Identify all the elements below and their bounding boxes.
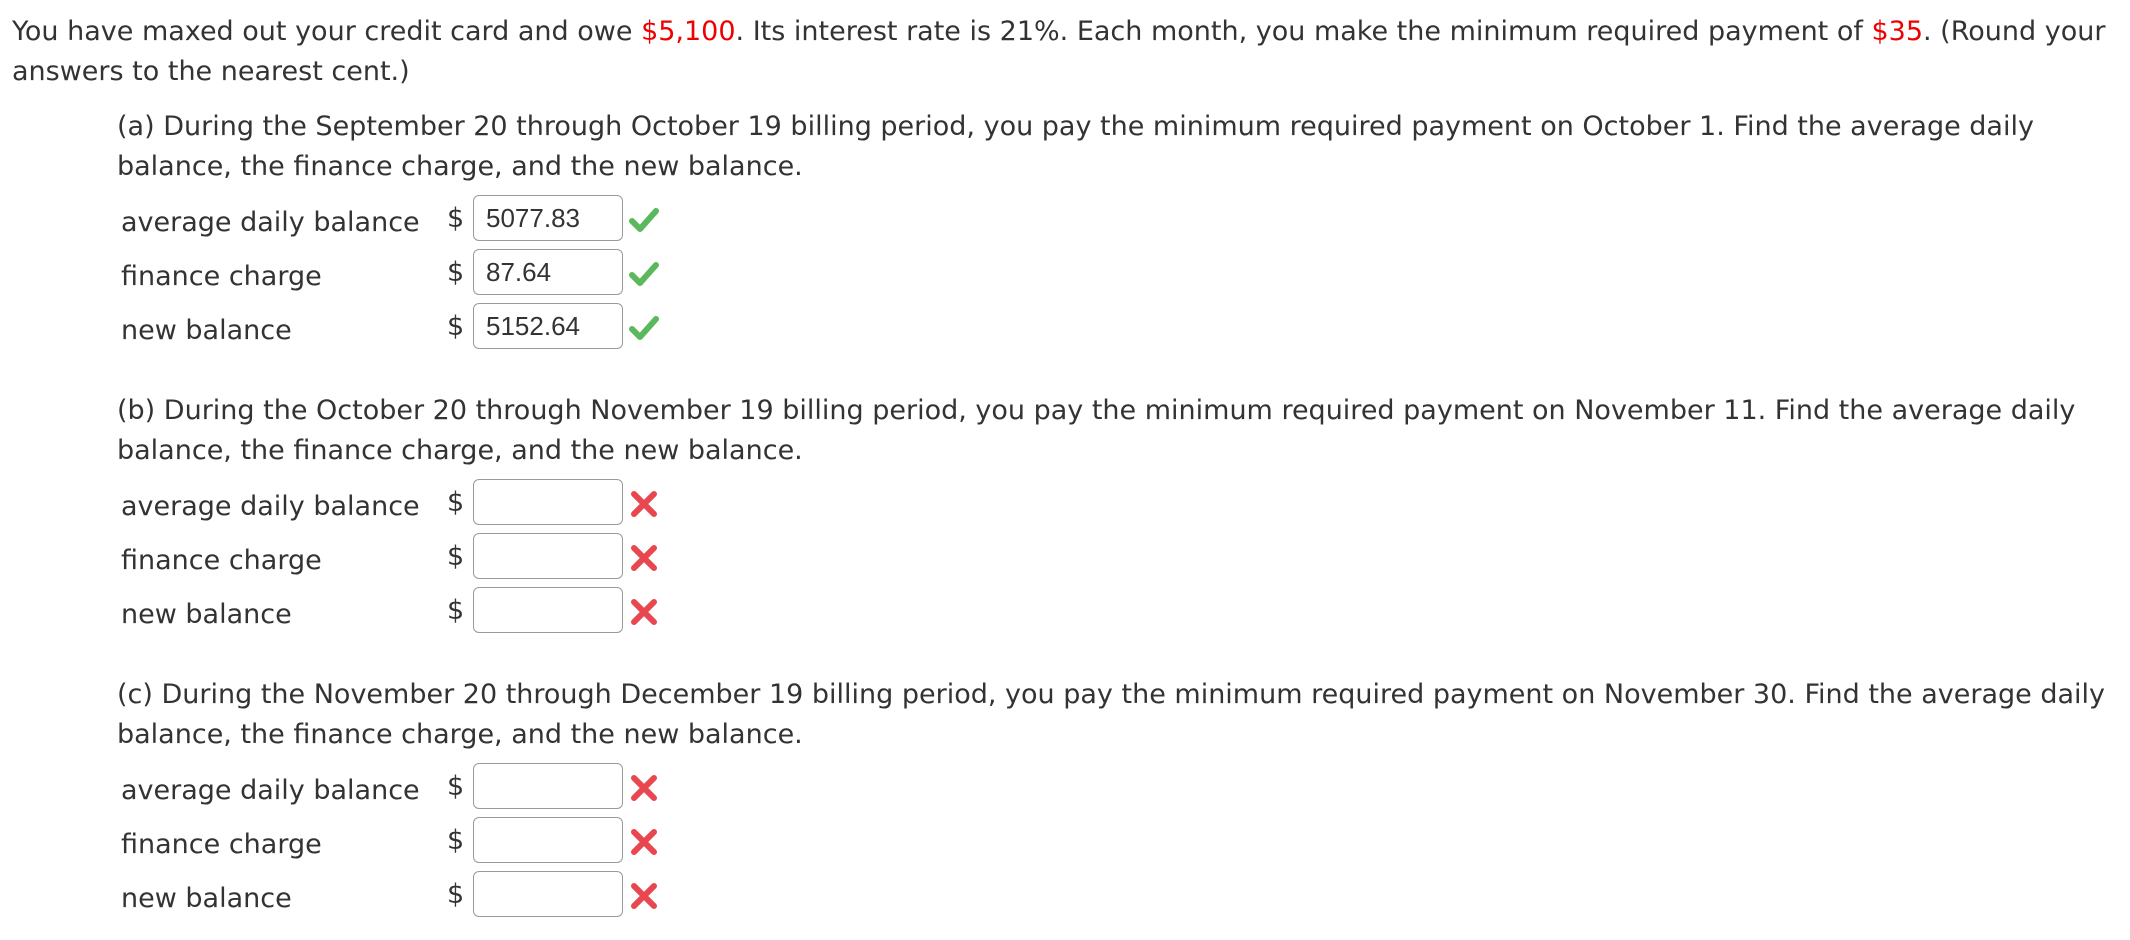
- new-balance-input[interactable]: [473, 303, 623, 349]
- currency-symbol: $: [447, 825, 465, 856]
- part-a: [117, 107, 2117, 357]
- x-mark-icon: [629, 881, 659, 911]
- part-b-question: (b) During the October 20 through November 19 billing period, you pay the minimum required payment on November 11. Find the average daily balance, the finance charge, and the new balance.: [117, 395, 2076, 466]
- currency-symbol: $: [447, 595, 465, 626]
- part-c: [117, 675, 2117, 925]
- average-daily-balance-input[interactable]: [473, 763, 623, 809]
- currency-symbol: $: [447, 311, 465, 342]
- x-mark-icon: [629, 597, 659, 627]
- new-balance-input[interactable]: [473, 871, 623, 917]
- payment-amount: $35: [1871, 16, 1924, 47]
- row-label: average daily balance: [121, 207, 420, 238]
- part-a-row-average-daily-balance: [117, 195, 2117, 249]
- row-label: average daily balance: [121, 775, 420, 806]
- part-b: [117, 391, 2117, 641]
- x-mark-icon: [629, 773, 659, 803]
- problem-statement: [12, 12, 2112, 92]
- row-label: finance charge: [121, 829, 322, 860]
- x-mark-icon: [629, 489, 659, 519]
- part-b-row-average-daily-balance: [117, 479, 2117, 533]
- x-mark-icon: [629, 827, 659, 857]
- part-b-row-new-balance: [117, 587, 2117, 641]
- row-label: average daily balance: [121, 491, 420, 522]
- intro-text: You have maxed out your credit card and owe: [12, 16, 642, 47]
- finance-charge-input[interactable]: [473, 817, 623, 863]
- debt-amount: $5,100: [641, 16, 736, 47]
- checkmark-icon: [629, 205, 659, 235]
- row-label: new balance: [121, 883, 292, 914]
- currency-symbol: $: [447, 771, 465, 802]
- part-a-row-finance-charge: [117, 249, 2117, 303]
- row-label: finance charge: [121, 261, 322, 292]
- part-b-row-finance-charge: [117, 533, 2117, 587]
- part-a-question: (a) During the September 20 through October 19 billing period, you pay the minimum required payment on October 1. Find the average daily balance, the finance charge, and the new balance.: [117, 111, 2034, 182]
- currency-symbol: $: [447, 879, 465, 910]
- row-label: new balance: [121, 315, 292, 346]
- row-label: new balance: [121, 599, 292, 630]
- currency-symbol: $: [447, 203, 465, 234]
- new-balance-input[interactable]: [473, 587, 623, 633]
- part-c-question: (c) During the November 20 through December 19 billing period, you pay the minimum required payment on November 30. Find the average daily balance, the finance charge, and the new balance.: [117, 679, 2106, 750]
- intro-text-2: . Its interest rate is 21%. Each month, you make the minimum required payment of: [735, 16, 1872, 47]
- average-daily-balance-input[interactable]: [473, 195, 623, 241]
- currency-symbol: $: [447, 541, 465, 572]
- finance-charge-input[interactable]: [473, 249, 623, 295]
- x-mark-icon: [629, 543, 659, 573]
- currency-symbol: $: [447, 257, 465, 288]
- intro-text-3: . (Round your answers to the nearest cent.): [12, 16, 2106, 87]
- currency-symbol: $: [447, 487, 465, 518]
- finance-charge-input[interactable]: [473, 533, 623, 579]
- checkmark-icon: [629, 259, 659, 289]
- checkmark-icon: [629, 313, 659, 343]
- average-daily-balance-input[interactable]: [473, 479, 623, 525]
- part-c-row-new-balance: [117, 871, 2117, 925]
- row-label: finance charge: [121, 545, 322, 576]
- part-c-row-average-daily-balance: [117, 763, 2117, 817]
- part-c-row-finance-charge: [117, 817, 2117, 871]
- part-a-row-new-balance: [117, 303, 2117, 357]
